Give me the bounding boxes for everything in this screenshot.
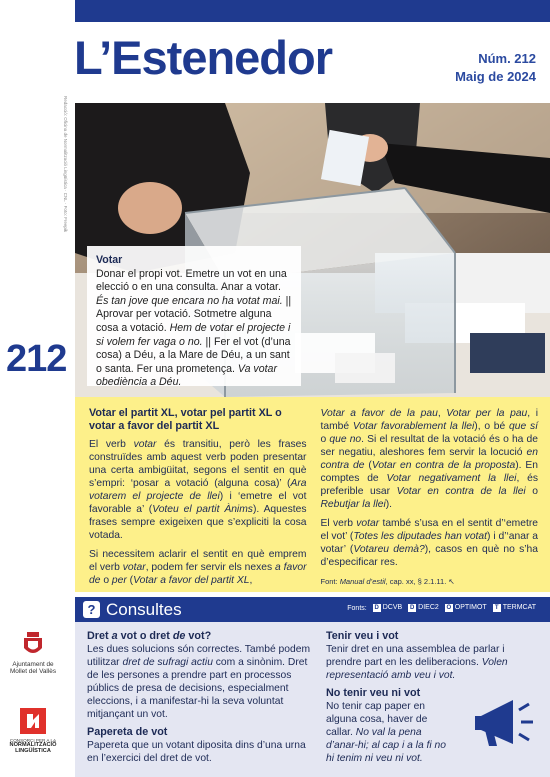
usage-paragraph: El verb votar també s’usa en el sentit d’‘emetre el vot’ (Totes les diputades han votat) i d’‘anar a votar’ (Votareu demà?), casos en què no s’ha d’especificar res. <box>320 518 539 568</box>
sources-label: Fonts: <box>347 604 367 612</box>
mollet-council-logo: Ajuntament de Mollet del Vallès <box>4 632 62 676</box>
cnl-logo: CONSORCI PER A LA NORMALITZACIÓ LINGÜÍSTICA <box>4 706 62 754</box>
cnl-mark-icon <box>18 706 48 736</box>
usage-column-left <box>89 407 307 586</box>
source-item[interactable]: D DIEC2 <box>410 604 439 611</box>
side-issue-number: 212 <box>6 338 67 380</box>
issue-date: Maig de 2024 <box>455 69 536 84</box>
source-badge-icon: D <box>374 605 379 611</box>
consultes-column-right <box>326 630 531 777</box>
query-answer: No tenir cap paper en alguna cosa, haver de callar. No val la pena d’anar-hi; al cap i a la fi no hi tenim ni veu ni vot. <box>326 701 447 764</box>
issue-number: Núm. 212 <box>478 51 536 66</box>
usage-paragraph: El verb votar és transitiu, però les frases construïdes amb aquest verb poden presentar una certa ambigüitat, segons el sentit en què s’empri: ‘posar a votació (alguna cosa)’ (Ara votarem el projecte de llei) i ‘emetre el vot favorable a’ (Voteu el partit Ànims). Aquestes frases sempre exigeixen que s’expliciti la cosa votada. <box>89 439 307 541</box>
masthead-title: L’Estenedor <box>74 31 333 84</box>
query-heading: Tenir veu i vot <box>326 630 399 642</box>
consultes-body <box>75 622 550 777</box>
query-answer: Papereta que un votant diposita dins d’una urna en l’exercici del dret de vot. <box>87 740 306 764</box>
consultes-header <box>75 597 550 622</box>
query-heading: No tenir veu ni vot <box>326 687 421 699</box>
usage-paragraph: Votar a favor de la pau, Votar per la pau, i també Votar favorablement la llei), o bé que sí o que no. Si el resultat de la votació és o ha de ser negatiu, aleshores fem servir la locució en contra de (Votar en contra de la proposta). En comptes de Votar negativament la llei, és preferible usar Votar en contra de la llei o Rebutjar la llei). <box>320 408 538 510</box>
definition-box <box>87 246 301 389</box>
top-banner <box>75 0 550 22</box>
consultes-column-left <box>87 630 314 777</box>
usage-section <box>75 397 550 592</box>
usage-column-right <box>321 407 539 586</box>
source-item[interactable]: O OPTIMOT <box>446 604 487 611</box>
definition-text: Donar el propi vot. Emetre un vot en una elecció o en una consulta. Anar a votar. És tan jove que encara no ha votat mai. || Aprovar per votació. Sotmetre alguna cosa a votació. Hem de votar el projecte i si volem fer vaga o no. || Fer el vot (d’una cosa) a Déu, a la Mare de Déu, a un sant o santa. Fer una prometença. Va votar obediència a Déu. <box>96 267 292 389</box>
side-credit <box>58 96 70 286</box>
issue-info <box>455 50 536 86</box>
source-badge-icon: D <box>410 605 415 611</box>
question-mark-icon: ? <box>83 601 100 618</box>
sources-list <box>347 604 536 612</box>
query-heading: Papereta de vot <box>87 726 168 738</box>
usage-heading: Votar el partit XL, votar pel partit XL o votar a favor del partit XL <box>89 407 282 432</box>
side-credit-text: Redacció: Oficina de Normalització Lingüística · CNL · Foto: Freepik <box>63 96 68 233</box>
source-badge-icon: O <box>446 605 452 611</box>
coat-of-arms-icon <box>22 632 44 658</box>
source-item[interactable]: T TERMCAT <box>493 604 536 612</box>
usage-paragraph: Si necessitem aclarir el sentit en què emprem el verb votar, podem fer servir els nexes a favor de o per (Votar a favor del partit XL, <box>89 549 307 586</box>
source-item[interactable]: D DCVB <box>374 604 403 611</box>
query-answer: Tenir dret en una assemblea de parlar i prendre part en les deliberacions. Volen representació amb veu i vot. <box>326 644 508 681</box>
definition-headword: Votar <box>96 254 123 266</box>
consultes-title: Consultes <box>106 599 182 619</box>
source-note: Font: Manual d’estil, cap. xx, § 2.1.11. ↖ <box>320 577 455 586</box>
source-badge-icon: T <box>493 604 501 612</box>
megaphone-icon <box>469 694 539 754</box>
query-answer: Les dues solucions són correctes. També podem utilitzar dret de sufragi actiu com a sinònim. Dret de les persones a prendre part en processos públics de presa de decisions, especialment eleccions, i a manifestar-hi la seva voluntat mitjançant un vot. <box>87 644 311 720</box>
query-heading: Dret a vot o dret de vot? <box>87 630 212 642</box>
